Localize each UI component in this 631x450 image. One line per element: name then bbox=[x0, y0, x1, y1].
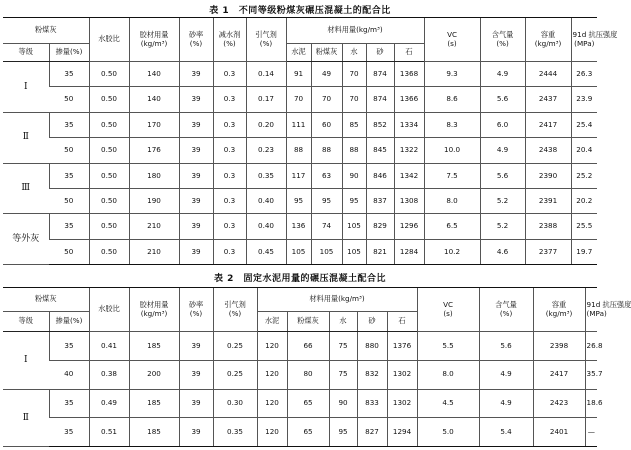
table-cell: 39 bbox=[179, 87, 213, 112]
table-cell: 180 bbox=[129, 163, 179, 188]
table-cell: 5.6 bbox=[480, 87, 525, 112]
table-cell: 18.6 bbox=[585, 389, 597, 418]
table2-header bbox=[3, 288, 631, 332]
table-cell: 2391 bbox=[525, 188, 571, 213]
table-cell: 105 bbox=[286, 239, 311, 264]
table-cell: 35 bbox=[49, 418, 89, 447]
table-row bbox=[3, 62, 597, 87]
header-vc: VC (s) bbox=[417, 288, 479, 332]
table-cell: 120 bbox=[257, 332, 287, 361]
table-cell: 2437 bbox=[525, 87, 571, 112]
table-cell: 6.0 bbox=[480, 112, 525, 137]
header-fly-ash: 粉煤灰 bbox=[3, 288, 89, 312]
table-cell: 1302 bbox=[387, 389, 417, 418]
table-cell: 50 bbox=[49, 188, 89, 213]
header-wb-ratio: 水胶比 bbox=[89, 288, 129, 332]
table-cell: 5.4 bbox=[479, 418, 533, 447]
grade-cell: 等外灰 bbox=[3, 214, 49, 265]
table-cell: 1342 bbox=[394, 163, 424, 188]
table-cell: 111 bbox=[286, 112, 311, 137]
table-cell: 75 bbox=[329, 332, 357, 361]
table-cell: 39 bbox=[179, 62, 213, 87]
table-cell: 5.2 bbox=[480, 188, 525, 213]
table-cell: 0.3 bbox=[213, 112, 246, 137]
table-cell: 874 bbox=[366, 87, 394, 112]
table-cell: 2417 bbox=[533, 360, 585, 389]
table-cell: 35 bbox=[49, 62, 89, 87]
table-cell: 9.3 bbox=[424, 62, 480, 87]
table-cell: 0.14 bbox=[246, 62, 286, 87]
table-cell: 0.35 bbox=[246, 163, 286, 188]
header-density: 容重 (kg/m³) bbox=[525, 18, 571, 62]
table1-body bbox=[3, 62, 597, 265]
table-cell: 95 bbox=[286, 188, 311, 213]
table-cell: 4.5 bbox=[417, 389, 479, 418]
table-cell: 1366 bbox=[394, 87, 424, 112]
table-cell: 90 bbox=[329, 389, 357, 418]
table-cell: 827 bbox=[357, 418, 387, 447]
table-cell: 5.2 bbox=[480, 214, 525, 239]
table-row bbox=[3, 360, 597, 389]
table-cell: 5.5 bbox=[417, 332, 479, 361]
table-cell: 23.9 bbox=[571, 87, 597, 112]
header-binder: 胶材用量 (kg/m³) bbox=[129, 18, 179, 62]
table-cell: 176 bbox=[129, 138, 179, 163]
table-cell: 95 bbox=[329, 418, 357, 447]
table-cell: 0.35 bbox=[213, 418, 257, 447]
table1-caption: 表 1 不同等级粉煤灰碾压混凝土的配合比 bbox=[209, 6, 391, 16]
table-cell: 0.45 bbox=[246, 239, 286, 264]
table-cell: 39 bbox=[179, 360, 213, 389]
table-cell: 39 bbox=[179, 188, 213, 213]
table-cell: 0.3 bbox=[213, 163, 246, 188]
table-cell: 200 bbox=[129, 360, 179, 389]
table1-header bbox=[3, 18, 618, 62]
header-cement: 水泥 bbox=[257, 312, 287, 332]
table-cell: 1334 bbox=[394, 112, 424, 137]
header-materials: 材料用量(kg/m³) bbox=[257, 288, 417, 312]
table-cell: 19.7 bbox=[571, 239, 597, 264]
table-cell: 821 bbox=[366, 239, 394, 264]
table1-mix-proportions bbox=[3, 17, 618, 265]
table-cell: 35 bbox=[49, 163, 89, 188]
table-cell: 1296 bbox=[394, 214, 424, 239]
table-row bbox=[3, 87, 597, 112]
table-cell: 120 bbox=[257, 389, 287, 418]
grade-cell: Ⅲ bbox=[3, 163, 49, 214]
table-cell: 0.3 bbox=[213, 214, 246, 239]
table-cell: 210 bbox=[129, 239, 179, 264]
table-cell: 0.3 bbox=[213, 239, 246, 264]
table-cell: 35 bbox=[49, 332, 89, 361]
header-air-content: 含气量 (%) bbox=[479, 288, 533, 332]
table-cell: 8.3 bbox=[424, 112, 480, 137]
header-fly-ash-amount: 粉煤灰 bbox=[287, 312, 329, 332]
table-cell: 50 bbox=[49, 87, 89, 112]
table-cell: 74 bbox=[311, 214, 342, 239]
table-cell: 105 bbox=[311, 239, 342, 264]
table-cell: 0.3 bbox=[213, 87, 246, 112]
table-cell: 4.9 bbox=[480, 138, 525, 163]
table-cell: 0.25 bbox=[213, 332, 257, 361]
table-cell: 25.2 bbox=[571, 163, 597, 188]
table-cell: 70 bbox=[311, 87, 342, 112]
header-strength: 91d 抗压强度 (MPa) bbox=[585, 288, 597, 332]
table-cell: 49 bbox=[311, 62, 342, 87]
table-cell: 4.9 bbox=[480, 62, 525, 87]
table-row bbox=[3, 163, 597, 188]
table-cell: 1284 bbox=[394, 239, 424, 264]
table-cell: 2390 bbox=[525, 163, 571, 188]
table-cell: 5.0 bbox=[417, 418, 479, 447]
table-cell: 0.23 bbox=[246, 138, 286, 163]
table-cell: 136 bbox=[286, 214, 311, 239]
table-cell: 2438 bbox=[525, 138, 571, 163]
table-row bbox=[3, 112, 597, 137]
table-cell: 210 bbox=[129, 214, 179, 239]
table-cell: 7.5 bbox=[424, 163, 480, 188]
table-cell: 170 bbox=[129, 112, 179, 137]
table-cell: 4.9 bbox=[479, 389, 533, 418]
header-grade: 等级 bbox=[3, 312, 49, 332]
table-cell: 4.6 bbox=[480, 239, 525, 264]
grade-cell: Ⅱ bbox=[3, 112, 49, 163]
header-density: 容重 (kg/m³) bbox=[533, 288, 585, 332]
header-dosage: 掺量(%) bbox=[49, 44, 89, 62]
table-cell: 5.6 bbox=[480, 163, 525, 188]
table-cell: 0.50 bbox=[89, 62, 129, 87]
header-vc: VC (s) bbox=[424, 18, 480, 62]
table-cell: 70 bbox=[342, 87, 366, 112]
table-cell: 0.41 bbox=[89, 332, 129, 361]
table-cell: 2388 bbox=[525, 214, 571, 239]
table-cell: 90 bbox=[342, 163, 366, 188]
header-sand: 砂 bbox=[357, 312, 387, 332]
header-cement: 水泥 bbox=[286, 44, 311, 62]
table-row bbox=[3, 214, 597, 239]
header-fly-ash-amount: 粉煤灰 bbox=[311, 44, 342, 62]
table-cell: 35.7 bbox=[585, 360, 597, 389]
header-air-content: 含气量 (%) bbox=[480, 18, 525, 62]
table-cell: 829 bbox=[366, 214, 394, 239]
table-cell: 0.50 bbox=[89, 87, 129, 112]
table-cell: 0.3 bbox=[213, 62, 246, 87]
table-cell: 0.3 bbox=[213, 188, 246, 213]
table-cell: 35 bbox=[49, 389, 89, 418]
table-cell: 833 bbox=[357, 389, 387, 418]
table-cell: 1302 bbox=[387, 360, 417, 389]
table-cell: 1322 bbox=[394, 138, 424, 163]
table-cell: 66 bbox=[287, 332, 329, 361]
table-cell: 2444 bbox=[525, 62, 571, 87]
table-cell: 95 bbox=[342, 188, 366, 213]
table-cell: 0.40 bbox=[246, 188, 286, 213]
table-cell: 60 bbox=[311, 112, 342, 137]
table-row bbox=[3, 389, 597, 418]
table-cell: 185 bbox=[129, 389, 179, 418]
table-cell: 185 bbox=[129, 418, 179, 447]
table-cell: 40 bbox=[49, 360, 89, 389]
table-cell: 10.2 bbox=[424, 239, 480, 264]
header-stone: 石 bbox=[387, 312, 417, 332]
table-cell: 852 bbox=[366, 112, 394, 137]
table2-body bbox=[3, 332, 603, 447]
table-cell: 120 bbox=[257, 360, 287, 389]
table-cell: 95 bbox=[311, 188, 342, 213]
table-cell: 190 bbox=[129, 188, 179, 213]
table-cell: 140 bbox=[129, 87, 179, 112]
table-cell: 91 bbox=[286, 62, 311, 87]
table-cell: 65 bbox=[287, 418, 329, 447]
table-cell: 0.38 bbox=[89, 360, 129, 389]
table-cell: 117 bbox=[286, 163, 311, 188]
table-cell: 2401 bbox=[533, 418, 585, 447]
table-cell: — bbox=[585, 418, 597, 447]
table2-caption: 表 2 固定水泥用量的碾压混凝土配合比 bbox=[214, 274, 386, 284]
table-cell: 39 bbox=[179, 239, 213, 264]
table-cell: 0.50 bbox=[89, 188, 129, 213]
table-cell: 26.8 bbox=[585, 332, 597, 361]
table-cell: 88 bbox=[311, 138, 342, 163]
table-cell: 0.50 bbox=[89, 163, 129, 188]
table-cell: 88 bbox=[286, 138, 311, 163]
table-cell: 2398 bbox=[533, 332, 585, 361]
table-cell: 39 bbox=[179, 418, 213, 447]
table-cell: 88 bbox=[342, 138, 366, 163]
header-wb-ratio: 水胶比 bbox=[89, 18, 129, 62]
table-cell: 0.49 bbox=[89, 389, 129, 418]
header-sand-ratio: 砂率 (%) bbox=[179, 18, 213, 62]
table-cell: 63 bbox=[311, 163, 342, 188]
table-cell: 1308 bbox=[394, 188, 424, 213]
table-cell: 39 bbox=[179, 389, 213, 418]
table-cell: 880 bbox=[357, 332, 387, 361]
table-cell: 1376 bbox=[387, 332, 417, 361]
table-cell: 20.2 bbox=[571, 188, 597, 213]
table-cell: 837 bbox=[366, 188, 394, 213]
table-cell: 0.17 bbox=[246, 87, 286, 112]
table-cell: 0.40 bbox=[246, 214, 286, 239]
table-cell: 845 bbox=[366, 138, 394, 163]
table-cell: 2423 bbox=[533, 389, 585, 418]
table-cell: 105 bbox=[342, 239, 366, 264]
table-cell: 50 bbox=[49, 239, 89, 264]
table-cell: 70 bbox=[342, 62, 366, 87]
table-cell: 39 bbox=[179, 163, 213, 188]
table-cell: 85 bbox=[342, 112, 366, 137]
table-cell: 874 bbox=[366, 62, 394, 87]
table-cell: 20.4 bbox=[571, 138, 597, 163]
table2-mix-proportions bbox=[3, 287, 631, 447]
header-water: 水 bbox=[329, 312, 357, 332]
table-cell: 4.9 bbox=[479, 360, 533, 389]
header-fly-ash: 粉煤灰 bbox=[3, 18, 89, 44]
table-cell: 140 bbox=[129, 62, 179, 87]
grade-cell: Ⅰ bbox=[3, 62, 49, 113]
table-cell: 0.50 bbox=[89, 112, 129, 137]
grade-cell: Ⅱ bbox=[3, 389, 49, 447]
header-air-agent: 引气剂 (%) bbox=[246, 18, 286, 62]
table-cell: 35 bbox=[49, 214, 89, 239]
table-cell: 80 bbox=[287, 360, 329, 389]
table-cell: 8.0 bbox=[424, 188, 480, 213]
table-cell: 0.3 bbox=[213, 138, 246, 163]
grade-cell: Ⅰ bbox=[3, 332, 49, 390]
table-cell: 832 bbox=[357, 360, 387, 389]
table-cell: 65 bbox=[287, 389, 329, 418]
table-cell: 6.5 bbox=[424, 214, 480, 239]
table-cell: 0.50 bbox=[89, 138, 129, 163]
table-cell: 120 bbox=[257, 418, 287, 447]
table-cell: 70 bbox=[286, 87, 311, 112]
table-cell: 39 bbox=[179, 332, 213, 361]
table-cell: 39 bbox=[179, 214, 213, 239]
table-cell: 185 bbox=[129, 332, 179, 361]
table-cell: 2417 bbox=[525, 112, 571, 137]
table-cell: 25.4 bbox=[571, 112, 597, 137]
header-air-agent: 引气剂 (%) bbox=[213, 288, 257, 332]
table-cell: 105 bbox=[342, 214, 366, 239]
table-cell: 0.30 bbox=[213, 389, 257, 418]
table-cell: 8.6 bbox=[424, 87, 480, 112]
table-cell: 35 bbox=[49, 112, 89, 137]
header-water: 水 bbox=[342, 44, 366, 62]
table-cell: 846 bbox=[366, 163, 394, 188]
table-row bbox=[3, 332, 597, 361]
table-row bbox=[3, 188, 597, 213]
header-sand-ratio: 砂率 (%) bbox=[179, 288, 213, 332]
table-cell: 75 bbox=[329, 360, 357, 389]
table-cell: 39 bbox=[179, 138, 213, 163]
table-cell: 39 bbox=[179, 112, 213, 137]
table-cell: 10.0 bbox=[424, 138, 480, 163]
header-sand: 砂 bbox=[366, 44, 394, 62]
header-dosage: 掺量(%) bbox=[49, 312, 89, 332]
table-cell: 0.50 bbox=[89, 239, 129, 264]
table-cell: 0.20 bbox=[246, 112, 286, 137]
table-cell: 50 bbox=[49, 138, 89, 163]
table-cell: 1368 bbox=[394, 62, 424, 87]
table-row bbox=[3, 239, 597, 264]
header-materials: 材料用量(kg/m³) bbox=[286, 18, 424, 44]
header-stone: 石 bbox=[394, 44, 424, 62]
table-cell: 5.6 bbox=[479, 332, 533, 361]
table-cell: 2377 bbox=[525, 239, 571, 264]
header-grade: 等级 bbox=[3, 44, 49, 62]
header-strength: 91d 抗压强度 (MPa) bbox=[571, 18, 597, 62]
table-cell: 0.25 bbox=[213, 360, 257, 389]
header-reducer: 减水剂 (%) bbox=[213, 18, 246, 62]
table-cell: 1294 bbox=[387, 418, 417, 447]
table-cell: 26.3 bbox=[571, 62, 597, 87]
table-cell: 8.0 bbox=[417, 360, 479, 389]
table-row bbox=[3, 418, 597, 447]
header-binder: 胶材用量 (kg/m³) bbox=[129, 288, 179, 332]
table-cell: 0.51 bbox=[89, 418, 129, 447]
table-row bbox=[3, 138, 597, 163]
table-cell: 25.5 bbox=[571, 214, 597, 239]
table-cell: 0.50 bbox=[89, 214, 129, 239]
